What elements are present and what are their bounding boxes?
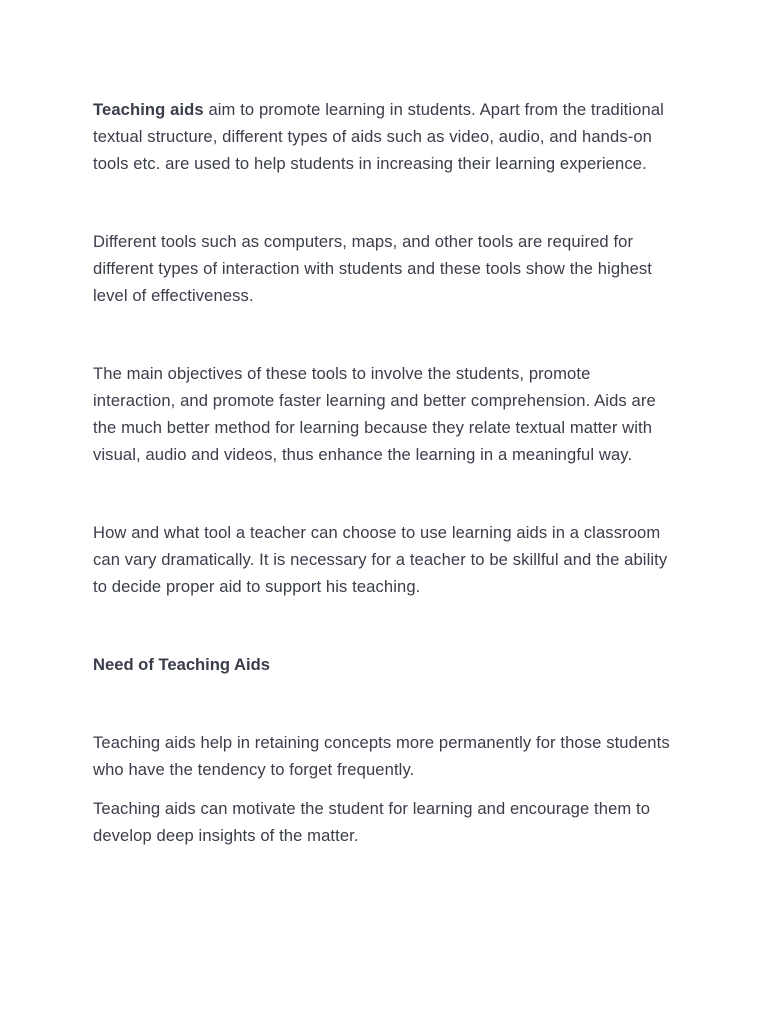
- paragraph-motivate: Teaching aids can motivate the student for learning and encourage them to develop deep insights of the matter.: [93, 799, 651, 845]
- paragraph-tools: Different tools such as computers, maps, and other tools are required for different types of interaction with students and these tools show the highest level of effectiveness.: [93, 232, 653, 305]
- intro-bold-term: Teaching aids: [93, 100, 204, 119]
- section-heading: Need of Teaching Aids: [93, 655, 271, 674]
- paragraph-objectives: The main objectives of these tools to involve the students, promote interaction, and promote faster learning and better comprehension. Aids are the much better method for learning because they relate textual matter with visual, audio and videos, thus enhance the learning in a meaningful way.: [93, 364, 656, 464]
- paragraph-choice: How and what tool a teacher can choose to use learning aids in a classroom can vary dramatically. It is necessary for a teacher to be skillful and the ability to decide proper aid to support his teaching.: [93, 523, 668, 596]
- article-body: [93, 96, 673, 849]
- paragraph-retaining: Teaching aids help in retaining concepts more permanently for those students who have the tendency to forget frequently.: [93, 733, 670, 779]
- intro-paragraph: [93, 96, 673, 177]
- intro-text: aim to promote learning in students. Apart from the traditional textual structure, different types of aids such as video, audio, and hands-on tools etc. are used to help students in increasing their learning experience.: [93, 100, 664, 173]
